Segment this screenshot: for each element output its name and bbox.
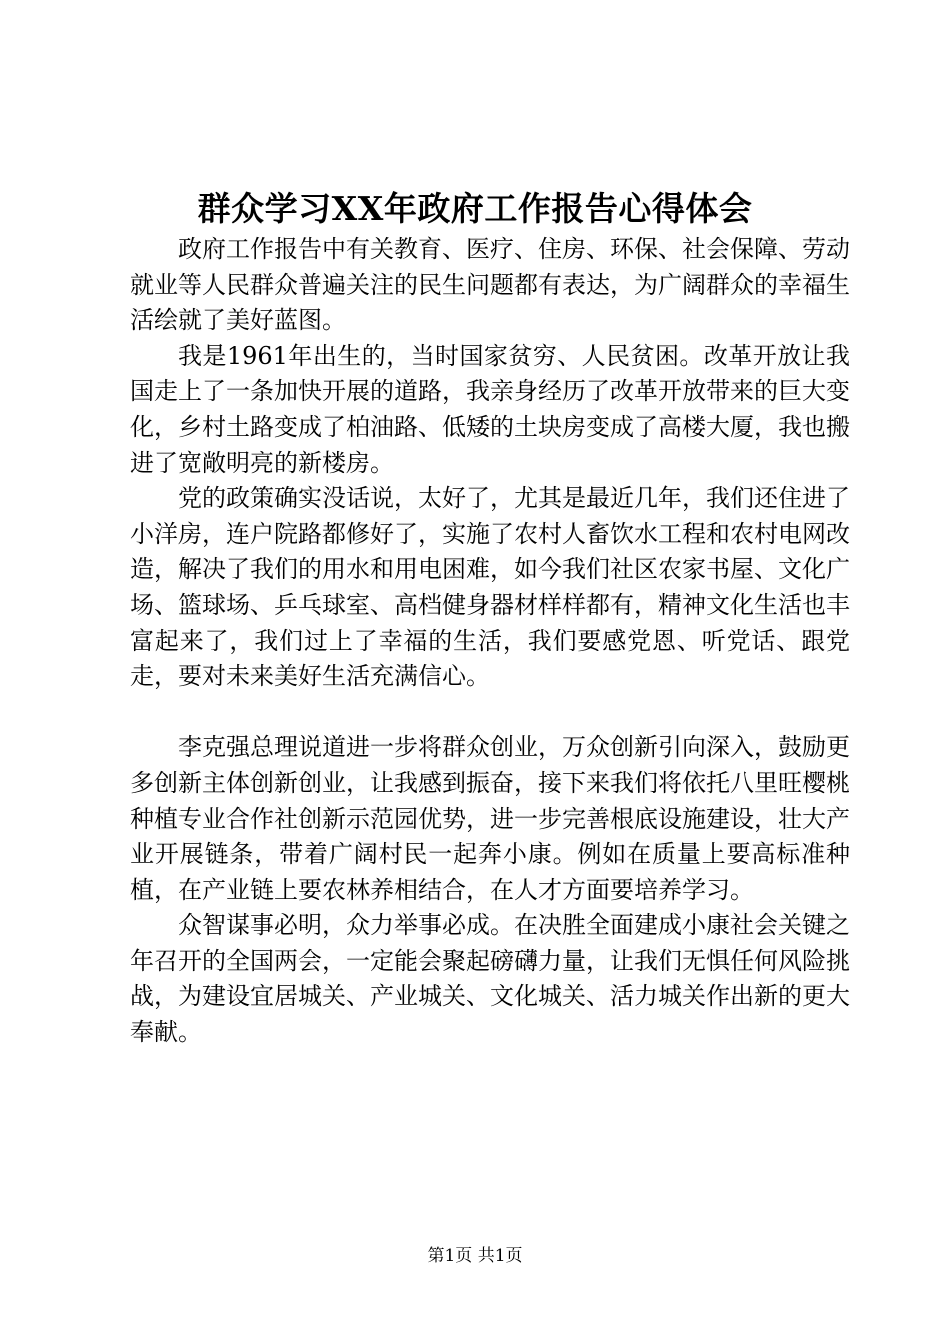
document-title: 群众学习XX年政府工作报告心得体会 bbox=[197, 189, 753, 228]
page-footer: 第1页 共1页 bbox=[427, 1246, 523, 1266]
paragraph-5: 众智谋事必明，众力举事必成。在决胜全面建成小康社会关键之年召开的全国两会，一定能会聚起磅礴力量，让我们无惧任何风险挑战，为建设宜居城关、产业城关、文化城关、活力城关作出新的更大奉献。 bbox=[130, 911, 850, 1047]
paragraph-2: 我是1961年出生的，当时国家贫穷、人民贫困。改革开放让我国走上了一条加快开展的道路，我亲身经历了改革开放带来的巨大变化，乡村土路变成了柏油路、低矮的土块房变成了高楼大厦，我也搬进了宽敞明亮的新楼房。 bbox=[130, 341, 850, 477]
paragraph-3: 党的政策确实没话说，太好了，尤其是最近几年，我们还住进了小洋房，连户院路都修好了，实施了农村人畜饮水工程和农村电网改造，解决了我们的用水和用电困难，如今我们社区农家书屋、文化广场、篮球场、乒乓球室、高档健身器材样样都有，精神文化生活也丰富起来了，我们过上了幸福的生活，我们要感党恩、听党话、跟党走，要对未来美好生活充满信心。 bbox=[130, 484, 850, 691]
paragraph-4: 李克强总理说道进一步将群众创业，万众创新引向深入，鼓励更多创新主体创新创业，让我感到振奋，接下来我们将依托八里旺樱桃种植专业合作社创新示范园优势，进一步完善根底设施建设，壮大产业开展链条，带着广阔村民一起奔小康。例如在质量上要高标准种植，在产业链上要农林养相结合，在人才方面要培养学习。 bbox=[130, 733, 850, 904]
document-body bbox=[130, 232, 850, 1051]
paragraph-1: 政府工作报告中有关教育、医疗、住房、环保、社会保障、劳动就业等人民群众普遍关注的民生问题都有表达，为广阔群众的幸福生活绘就了美好蓝图。 bbox=[130, 235, 850, 335]
